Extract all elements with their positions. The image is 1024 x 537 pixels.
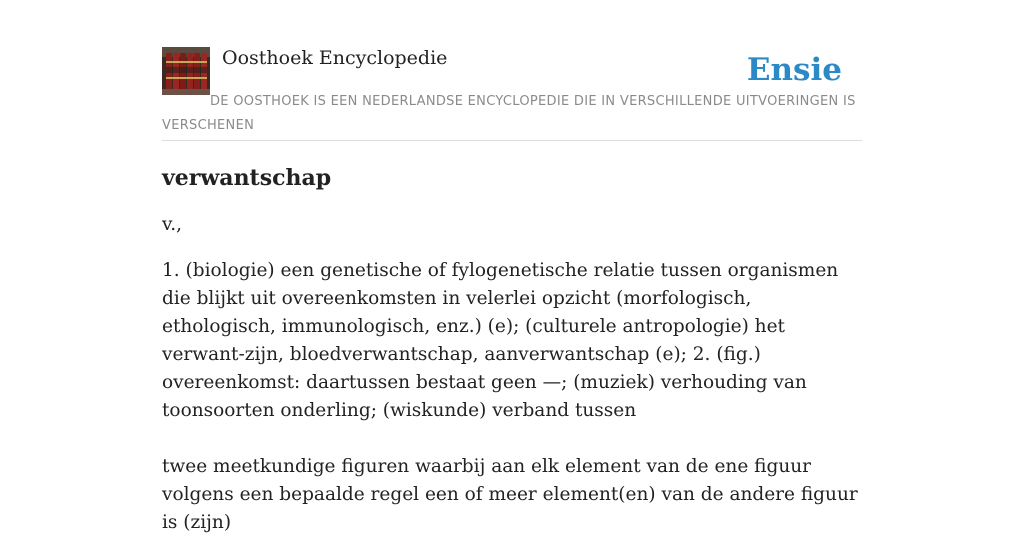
entry-part-of-speech: v., (162, 214, 183, 235)
site-title[interactable]: Oosthoek Encyclopedie (222, 47, 448, 69)
entry-content (162, 160, 866, 537)
site-tagline: DE OOSTHOEK IS EEN NEDERLANDSE ENCYCLOPEDIE DIE IN VERSCHILLENDE UITVOERINGEN IS VERSCHENEN (162, 94, 856, 133)
encyclopedia-books-icon (162, 47, 210, 95)
site-avatar[interactable] (162, 47, 210, 95)
entry-term: verwantschap (162, 165, 332, 191)
ensie-logo[interactable]: Ensie (746, 52, 842, 88)
site-header (162, 46, 862, 141)
entry-definition: 1. (biologie) een genetische of fylogenetische relatie tussen organismen die blijkt uit overeenkomsten in velerlei opzicht (morfologisch, ethologisch, immunologisch, enz.) (e); (culturele antropologie) het verwant-zijn, bloedverwantschap, aanverwantschap (e); 2. (fig.) overeenkomst: daartussen bestaat geen —; (muziek) verhouding van toonsoorten onderling; (wiskunde) verband tussen twee meetkundige figuren waarbij aan elk element van de ene figuur volgens een bepaalde regel een of meer element(en) van de andere figuur is (zijn) (162, 260, 858, 533)
